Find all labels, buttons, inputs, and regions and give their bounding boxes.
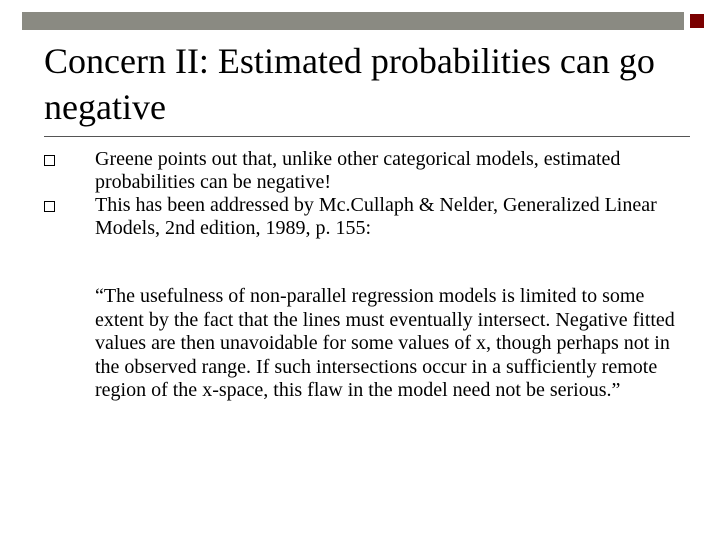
quotation-block: “The usefulness of non-parallel regression models is limited to some extent by the fact that the lines must eventually intersect. Negative fitted values are then unavoidable for some values of x, though perhaps not in the observed range. If such intersections occur in a sufficiently remote region of the x-space, this flaw in the model need not be serious.” (95, 285, 675, 401)
accent-square (690, 14, 704, 28)
square-bullet-icon (44, 155, 55, 166)
bullet-item-greene (44, 148, 684, 194)
bullet-text: This has been addressed by Mc.Cullaph & Nelder, Generalized Linear Models, 2nd edition, 1989, p. 155: (95, 194, 657, 239)
bullet-item-mccullagh (44, 194, 684, 240)
header-bar (22, 12, 684, 30)
bullet-list (44, 148, 684, 240)
square-bullet-icon (44, 201, 55, 212)
title-divider (44, 136, 690, 137)
slide-title: Concern II: Estimated probabilities can go negative (44, 41, 655, 127)
bullet-text: Greene points out that, unlike other categorical models, estimated probabilities can be negative! (95, 148, 621, 193)
